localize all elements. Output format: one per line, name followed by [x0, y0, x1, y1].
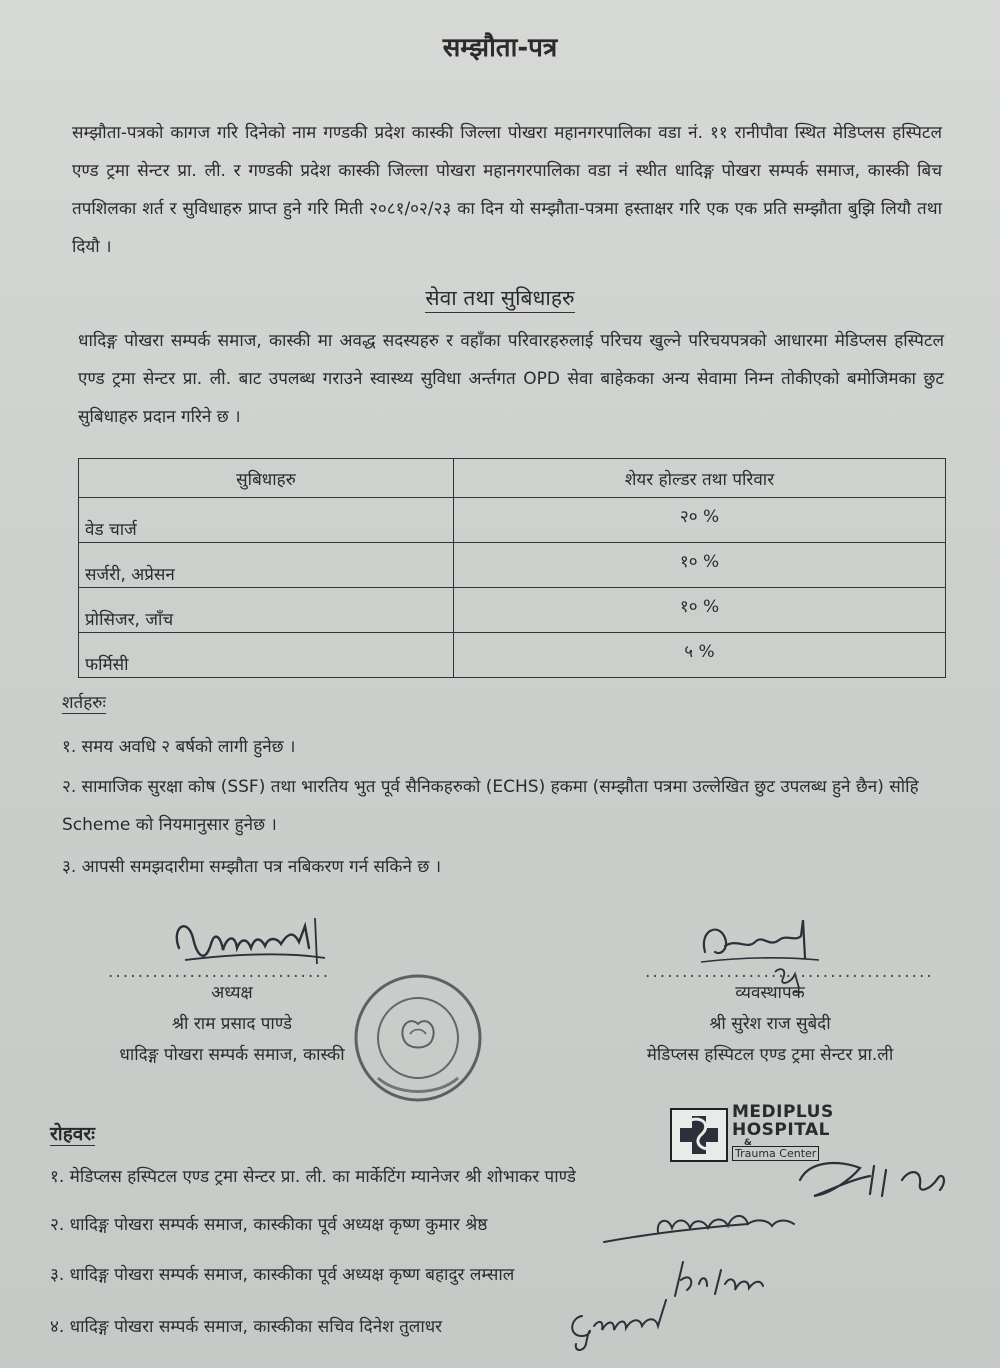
intro-paragraph: सम्झौता-पत्रको कागज गरि दिनेको नाम गण्डकी प्रदेश कास्की जिल्ला पोखरा महानगरपालिका वडा नं. ११ रानीपौवा स्थित मेडिप्लस हस्पिटल एण्ड ट्रमा सेन्टर प्रा. ली. र गण्डकी प्रदेश कास्की जिल्ला पोखरा महानगरपालिका वडा नं स्थीत धादिङ्ग पोखरा सम्पर्क समाज, कास्की बिच तपशिलका शर्त र सुविधाहरु प्राप्त हुने गरि मिती २०८१/०२/२३ का दिन यो सम्झौता-पत्रमा हस्ताक्षर गरि एक एक प्रति सम्झौता बुझि लियौ तथा दियौ । — [72, 123, 942, 257]
witness-4-signature — [560, 1296, 680, 1356]
witness-heading-text: रोहवरः — [50, 1123, 95, 1145]
logo-text-ampersand: & — [744, 1138, 752, 1148]
witness-item: १. मेडिप्लस हस्पिटल एण्ड ट्रमा सेन्टर प्रा. ली. का मार्केटिंग म्यानेजर श्री शोभाकर पाण्डे — [50, 1167, 576, 1187]
signatory-org: धादिङ्ग पोखरा सम्पर्क समाज, कास्की — [119, 1045, 345, 1065]
benefit-discount: २० % — [454, 498, 946, 543]
signatory-name: श्री राम प्रसाद पाण्डे — [172, 1014, 292, 1034]
benefit-discount: १० % — [454, 588, 946, 633]
table-row — [79, 543, 946, 588]
benefit-item: प्रोसिजर, जाँच — [79, 588, 454, 633]
table-row — [79, 588, 946, 633]
hospital-cross-icon — [670, 1108, 728, 1162]
organization-seal — [348, 968, 488, 1108]
logo-text-trauma-center: Trauma Center — [732, 1146, 819, 1161]
witness-heading — [50, 1120, 95, 1146]
signature-line-right: ....................................... — [645, 962, 934, 982]
services-paragraph: धादिङ्ग पोखरा सम्पर्क समाज, कास्की मा अवद्ध सदस्यहरु र वहाँका परिवारहरुलाई परिचय खुल्ने परिचयपत्रको आधारमा मेडिप्लस हस्पिटल एण्ड ट्रमा सेन्टर प्रा. ली. बाट उपलब्ध गराउने स्वास्थ्य सुविधा अर्न्तगत OPD सेवा बाहेकका अन्य सेवामा निम्न तोकीएको बमोजिमका छुट सुबिधाहरु प्रदान गरिने छ । — [78, 331, 944, 427]
services-heading — [0, 284, 1000, 312]
witness-2-signature — [598, 1198, 818, 1258]
table-row — [79, 633, 946, 678]
signatory-right — [590, 978, 950, 1071]
witness-item: २. धादिङ्ग पोखरा सम्पर्क समाज, कास्कीका पूर्व अध्यक्ष कृष्ण कुमार श्रेष्ठ — [50, 1215, 488, 1235]
benefit-discount: १० % — [454, 543, 946, 588]
benefit-item: फर्मिसी — [79, 633, 454, 678]
document-title: सम्झौता-पत्र — [442, 33, 558, 63]
signatory-org: मेडिप्लस हस्पिटल एण्ड ट्रमा सेन्टर प्रा.ली — [646, 1045, 894, 1065]
witness-3-signature — [665, 1254, 775, 1302]
signatory-name: श्री सुरेश राज सुबेदी — [709, 1014, 831, 1034]
benefit-discount: ५ % — [454, 633, 946, 678]
logo-text-mediplus: MEDIPLUS — [732, 1102, 834, 1122]
benefits-table — [78, 458, 946, 678]
term-item: २. सामाजिक सुरक्षा कोष (SSF) तथा भारतिय भुत पूर्व सैनिकहरुको (ECHS) हकमा (सम्झौता पत्रमा उल्लेखित छुट उपलब्ध हुने छैन) सोहि Scheme को नियमानुसार हुनेछ । — [62, 777, 919, 835]
term-item: ३. आपसी समझदारीमा सम्झौता पत्र नबिकरण गर्न सकिने छ । — [62, 857, 442, 877]
table-row — [79, 498, 946, 543]
table-header-row — [79, 459, 946, 498]
benefit-item: सर्जरी, अप्रेसन — [79, 543, 454, 588]
signatory-role: व्यवस्थापक — [735, 983, 805, 1003]
term-item: १. समय अवधि २ बर्षको लागी हुनेछ । — [62, 737, 296, 757]
witness-item: ३. धादिङ्ग पोखरा सम्पर्क समाज, कास्कीका पूर्व अध्यक्ष कृष्ण बहादुर लम्साल — [50, 1265, 515, 1285]
terms-heading-text: शर्तहरुः — [62, 693, 106, 713]
signature-line-left: .............................. — [108, 962, 331, 982]
benefit-item: वेड चार्ज — [79, 498, 454, 543]
witness-item: ४. धादिङ्ग पोखरा सम्पर्क समाज, कास्कीका सचिव दिनेश तुलाधर — [50, 1317, 443, 1337]
logo-text-hospital: HOSPITAL — [732, 1120, 830, 1140]
terms-heading — [62, 690, 106, 713]
signatory-left — [72, 978, 392, 1071]
signatory-role: अध्यक्ष — [211, 983, 253, 1003]
services-heading-text: सेवा तथा सुबिधाहरु — [425, 286, 574, 313]
column-header-discount: शेयर होल्डर तथा परिवार — [454, 459, 946, 498]
column-header-benefit: सुबिधाहरु — [79, 459, 454, 498]
